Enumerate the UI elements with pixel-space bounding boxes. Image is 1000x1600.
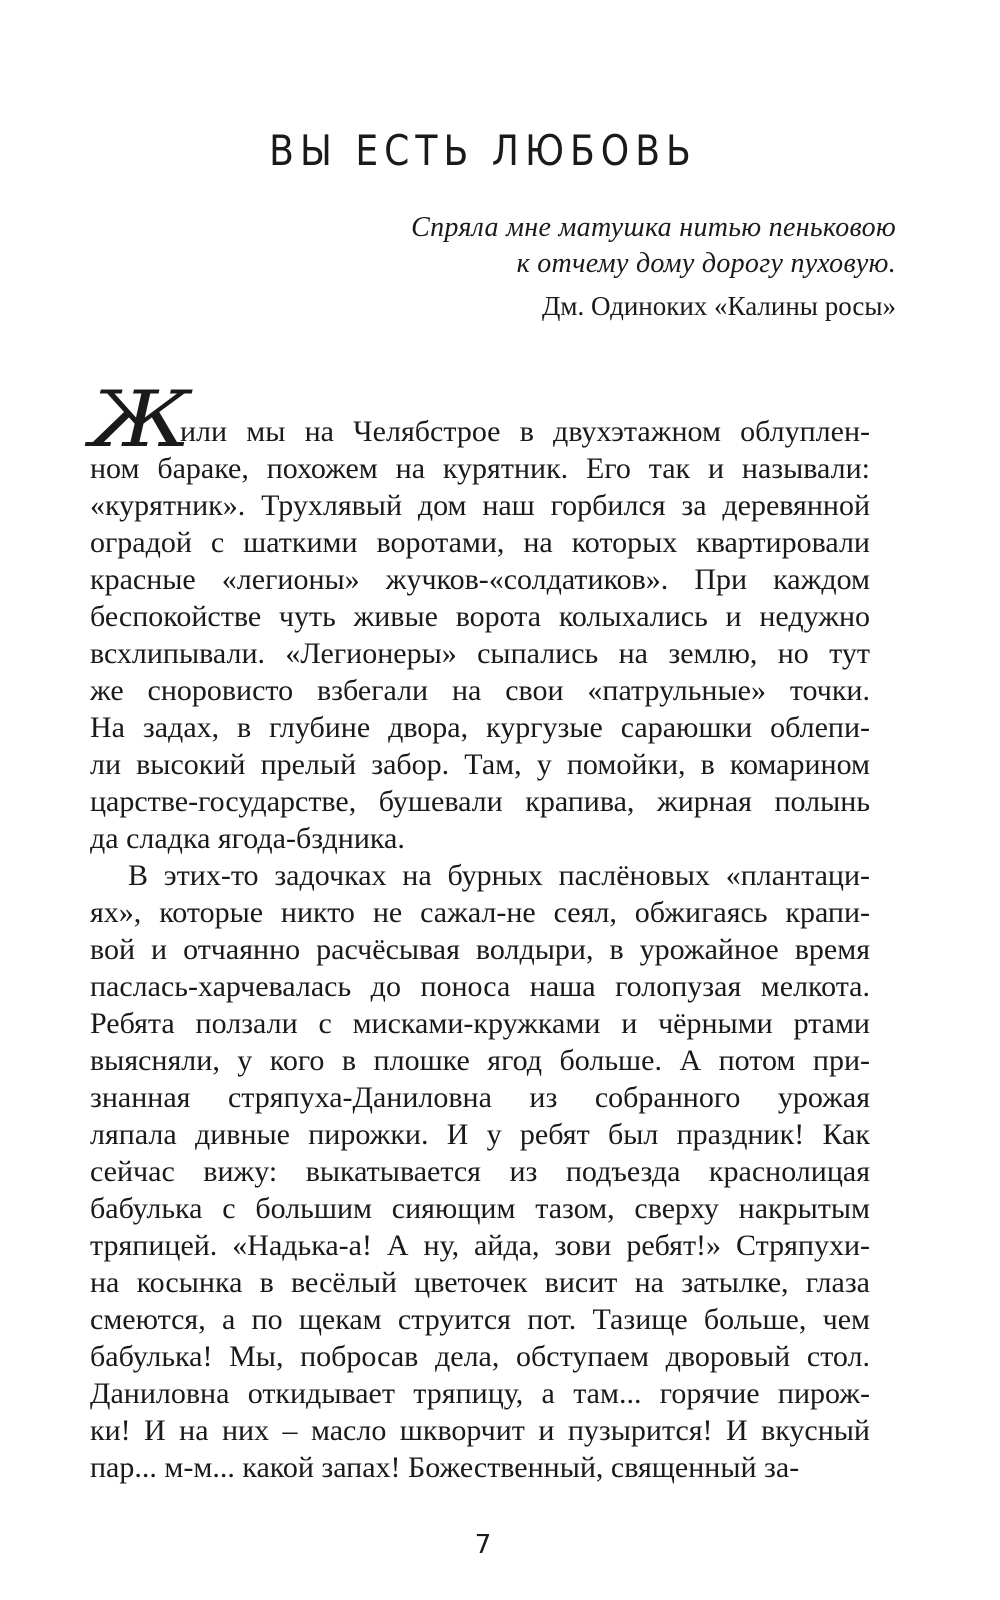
text-line: «курятник». Трухлявый дом наш горбился за деревянной	[90, 489, 870, 522]
text-line: бабулька с большим сияющим тазом, сверху накрытым	[90, 1192, 870, 1225]
paragraph-2	[90, 857, 870, 1486]
epigraph	[411, 210, 896, 324]
text-line: вой и отчаянно расчёсывая волдыри, в урожайное время	[90, 933, 870, 966]
text-line: царстве-государстве, бушевали крапива, жирная полынь	[90, 785, 870, 818]
text-line: на косынка в весёлый цветочек висит на затылке, глаза	[90, 1266, 870, 1299]
chapter-title: ВЫ ЕСТЬ ЛЮБОВЬ	[269, 126, 697, 175]
text-line: ли высокий прелый забор. Там, у помойки, в комарином	[90, 748, 870, 781]
text-line: беспокойстве чуть живые ворота колыхались и недужно	[90, 600, 870, 633]
text-line: Ребята ползали с мисками-кружками и чёрными ртами	[90, 1007, 870, 1040]
text-line: паслась-харчевалась до поноса наша голопузая мелкота.	[90, 970, 870, 1003]
text-line: выясняли, у кого в плошке ягод больше. А потом при-	[90, 1044, 870, 1077]
text-line: пар... м-м... какой запах! Божественный, священный за-	[90, 1451, 800, 1484]
text-line: да сладка ягода-бздника.	[90, 822, 405, 855]
text-line: или мы на Челябстрое в двухэтажном облуплен-	[180, 415, 870, 448]
page-number: 7	[474, 1530, 492, 1560]
text-line: сейчас вижу: выкатывается из подъезда краснолицая	[90, 1155, 870, 1188]
text-line: всхлипывали. «Легионеры» сыпались на землю, но тут	[90, 637, 870, 670]
text-line: смеются, а по щекам струится пот. Тазище больше, чем	[90, 1303, 870, 1336]
epigraph-line: Спряла мне матушка нитью пеньковою	[411, 212, 896, 243]
text-line: знанная стряпуха-Даниловна из собранного урожая	[90, 1081, 870, 1114]
text-line: ном бараке, похожем на курятник. Его так и называли:	[90, 452, 870, 485]
epigraph-source: Дм. Одиноких «Калины росы»	[541, 291, 896, 321]
text-line: красные «легионы» жучков-«солдатиков». При каждом	[90, 563, 870, 596]
text-line: В этих-то задочках на бурных паслёновых «плантаци-	[128, 859, 870, 892]
drop-cap: Ж	[90, 375, 187, 465]
text-line: тряпицей. «Надька-а! А ну, айда, зови ребят!» Стряпухи-	[90, 1229, 870, 1262]
text-line: На задах, в глубине двора, кургузые сараюшки облепи-	[90, 711, 870, 744]
first-line	[90, 375, 870, 465]
text-line: ях», которые никто не сажал-не сеял, обжигаясь крапи-	[90, 896, 870, 929]
text-line: ки! И на них – масло шкворчит и пузырится! И вкусный	[90, 1414, 870, 1447]
paragraph-1	[90, 450, 870, 857]
text-line: оградой с шаткими воротами, на которых квартировали	[90, 526, 870, 559]
text-line: же сноровисто взбегали на свои «патрульные» точки.	[90, 674, 870, 707]
epigraph-line: к отчему дому дорогу пуховую.	[516, 248, 896, 279]
body-text	[90, 375, 870, 1486]
text-line: бабулька! Мы, побросав дела, обступаем дворовый стол.	[90, 1340, 870, 1373]
text-line: Даниловна откидывает тряпицу, а там... горячие пирож-	[90, 1377, 870, 1410]
text-line: ляпала дивные пирожки. И у ребят был праздник! Как	[90, 1118, 870, 1151]
